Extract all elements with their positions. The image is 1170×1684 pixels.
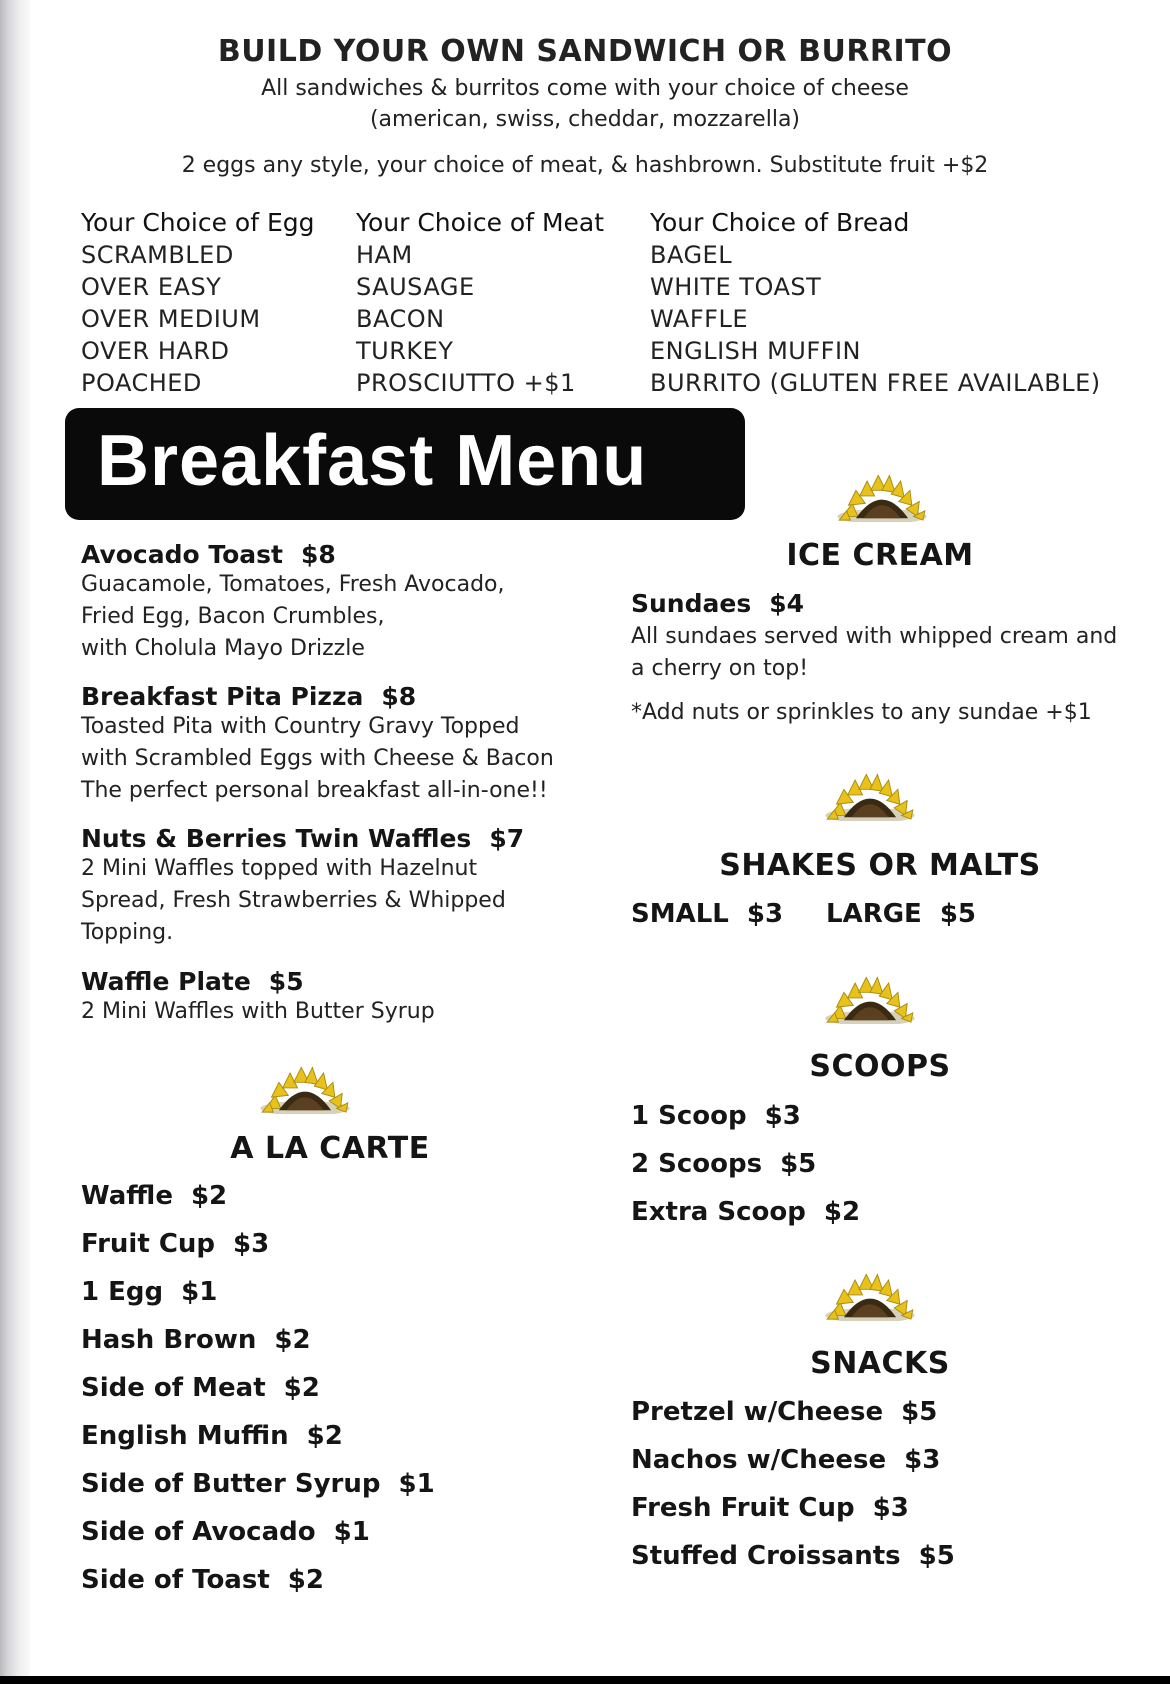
menu-item-price: $8 <box>301 540 336 569</box>
sundaes-note: *Add nuts or sprinkles to any sundae +$1 <box>631 700 1092 725</box>
sandwich-title: BUILD YOUR OWN SANDWICH OR BURRITO <box>217 34 953 69</box>
menu-item <box>81 967 435 1028</box>
meat-choice-item: SAUSAGE <box>356 273 475 301</box>
snack-item: Nachos w/Cheese $3 <box>631 1445 941 1475</box>
snacks-title: SNACKS <box>810 1346 950 1381</box>
bread-choice-item: WAFFLE <box>650 305 748 333</box>
menu-item <box>81 682 554 807</box>
a-la-carte-title: A LA CARTE <box>230 1131 430 1166</box>
shakes-title: SHAKES OR MALTS <box>719 848 1041 883</box>
sunflower-icon <box>820 1267 920 1321</box>
breakfast-menu-banner <box>65 408 745 520</box>
bread-choice-item: ENGLISH MUFFIN <box>650 337 861 365</box>
menu-item-desc: Guacamole, Tomatoes, Fresh Avocado, <box>81 572 505 597</box>
egg-choice-item: SCRAMBLED <box>81 241 234 269</box>
meat-choice-item: BACON <box>356 305 445 333</box>
ice-cream-title: ICE CREAM <box>786 538 974 573</box>
sundaes-title: Sundaes $4 <box>631 589 804 618</box>
menu-item-desc: 2 Mini Waffles with Butter Syrup <box>81 999 435 1024</box>
snack-item: Stuffed Croissants $5 <box>631 1541 955 1571</box>
bottom-bar <box>0 1676 1170 1684</box>
a-la-carte-item: Side of Toast $2 <box>81 1565 324 1595</box>
egg-choice-header: Your Choice of Egg <box>81 208 315 237</box>
menu-item-desc: with Cholula Mayo Drizzle <box>81 636 365 661</box>
shake-large: LARGE $5 <box>826 899 976 929</box>
a-la-carte-item: Side of Avocado $1 <box>81 1517 370 1547</box>
menu-item-desc: The perfect personal breakfast all-in-one!! <box>81 778 548 803</box>
meat-choice-item: TURKEY <box>356 337 454 365</box>
menu-item-desc: 2 Mini Waffles topped with Hazelnut <box>81 856 478 881</box>
menu-item <box>81 540 505 665</box>
sundaes-price: $4 <box>769 589 804 618</box>
sundaes-desc: a cherry on top! <box>631 656 809 681</box>
sunflower-icon <box>820 767 920 821</box>
snack-item: Fresh Fruit Cup $3 <box>631 1493 909 1523</box>
sunflower-icon <box>255 1060 355 1114</box>
sandwich-subtitle-2: (american, swiss, cheddar, mozzarella) <box>369 107 801 132</box>
a-la-carte-item: Hash Brown $2 <box>81 1325 311 1355</box>
sundaes-desc: All sundaes served with whipped cream and <box>631 624 1118 649</box>
sunflower-icon <box>820 970 920 1024</box>
menu-item-title: Waffle Plate $5 <box>81 967 304 996</box>
menu-item-desc: Fried Egg, Bacon Crumbles, <box>81 604 385 629</box>
sunflower-icon <box>832 468 932 522</box>
a-la-carte-item: English Muffin $2 <box>81 1421 343 1451</box>
egg-choice-item: OVER MEDIUM <box>81 305 261 333</box>
menu-item-price: $7 <box>489 824 525 853</box>
scoop-item: 2 Scoops $5 <box>631 1149 817 1179</box>
egg-choice-column <box>81 207 315 399</box>
bread-choice-column <box>650 207 1101 399</box>
page-edge <box>0 0 30 1684</box>
meat-choice-column <box>356 207 604 399</box>
egg-choice-item: OVER EASY <box>81 273 222 301</box>
menu-item-title: Avocado Toast $8 <box>81 540 336 569</box>
sandwich-note: 2 eggs any style, your choice of meat, & hashbrown. Substitute fruit +$2 <box>181 153 989 178</box>
menu-item-desc: Toasted Pita with Country Gravy Topped <box>81 714 520 739</box>
a-la-carte-item: Side of Meat $2 <box>81 1373 320 1403</box>
menu-item-desc: Topping. <box>81 920 174 945</box>
bread-choice-item: BURRITO (GLUTEN FREE AVAILABLE) <box>650 369 1101 397</box>
bread-choice-header: Your Choice of Bread <box>650 208 910 237</box>
menu-item-title: Nuts & Berries Twin Waffles $7 <box>81 824 525 853</box>
sandwich-subtitle-1: All sandwiches & burritos come with your choice of cheese <box>261 76 909 101</box>
menu-item-price: $5 <box>268 967 304 996</box>
bread-choice-item: BAGEL <box>650 241 733 269</box>
a-la-carte-item: Waffle $2 <box>81 1181 228 1211</box>
meat-choice-header: Your Choice of Meat <box>356 208 605 237</box>
shake-small: SMALL $3 <box>631 899 784 929</box>
egg-choice-item: OVER HARD <box>81 337 230 365</box>
meat-choice-item: PROSCIUTTO +$1 <box>356 369 576 397</box>
menu-item <box>81 824 524 949</box>
a-la-carte-item: Side of Butter Syrup $1 <box>81 1469 435 1499</box>
menu-item-price: $8 <box>381 682 417 711</box>
snack-item: Pretzel w/Cheese $5 <box>631 1397 938 1427</box>
egg-choice-item: POACHED <box>81 369 202 397</box>
scoop-item: Extra Scoop $2 <box>631 1197 861 1227</box>
menu-item-title: Breakfast Pita Pizza $8 <box>81 682 417 711</box>
scoop-item: 1 Scoop $3 <box>631 1101 801 1131</box>
a-la-carte-item: 1 Egg $1 <box>81 1277 218 1307</box>
menu-item-desc: Spread, Fresh Strawberries & Whipped <box>81 888 506 913</box>
menu-item-desc: with Scrambled Eggs with Cheese & Bacon <box>81 746 554 771</box>
breakfast-menu-banner-label: Breakfast Menu <box>97 421 648 501</box>
scoops-title: SCOOPS <box>809 1049 951 1084</box>
a-la-carte-item: Fruit Cup $3 <box>81 1229 270 1259</box>
bread-choice-item: WHITE TOAST <box>650 273 822 301</box>
meat-choice-item: HAM <box>356 241 413 269</box>
